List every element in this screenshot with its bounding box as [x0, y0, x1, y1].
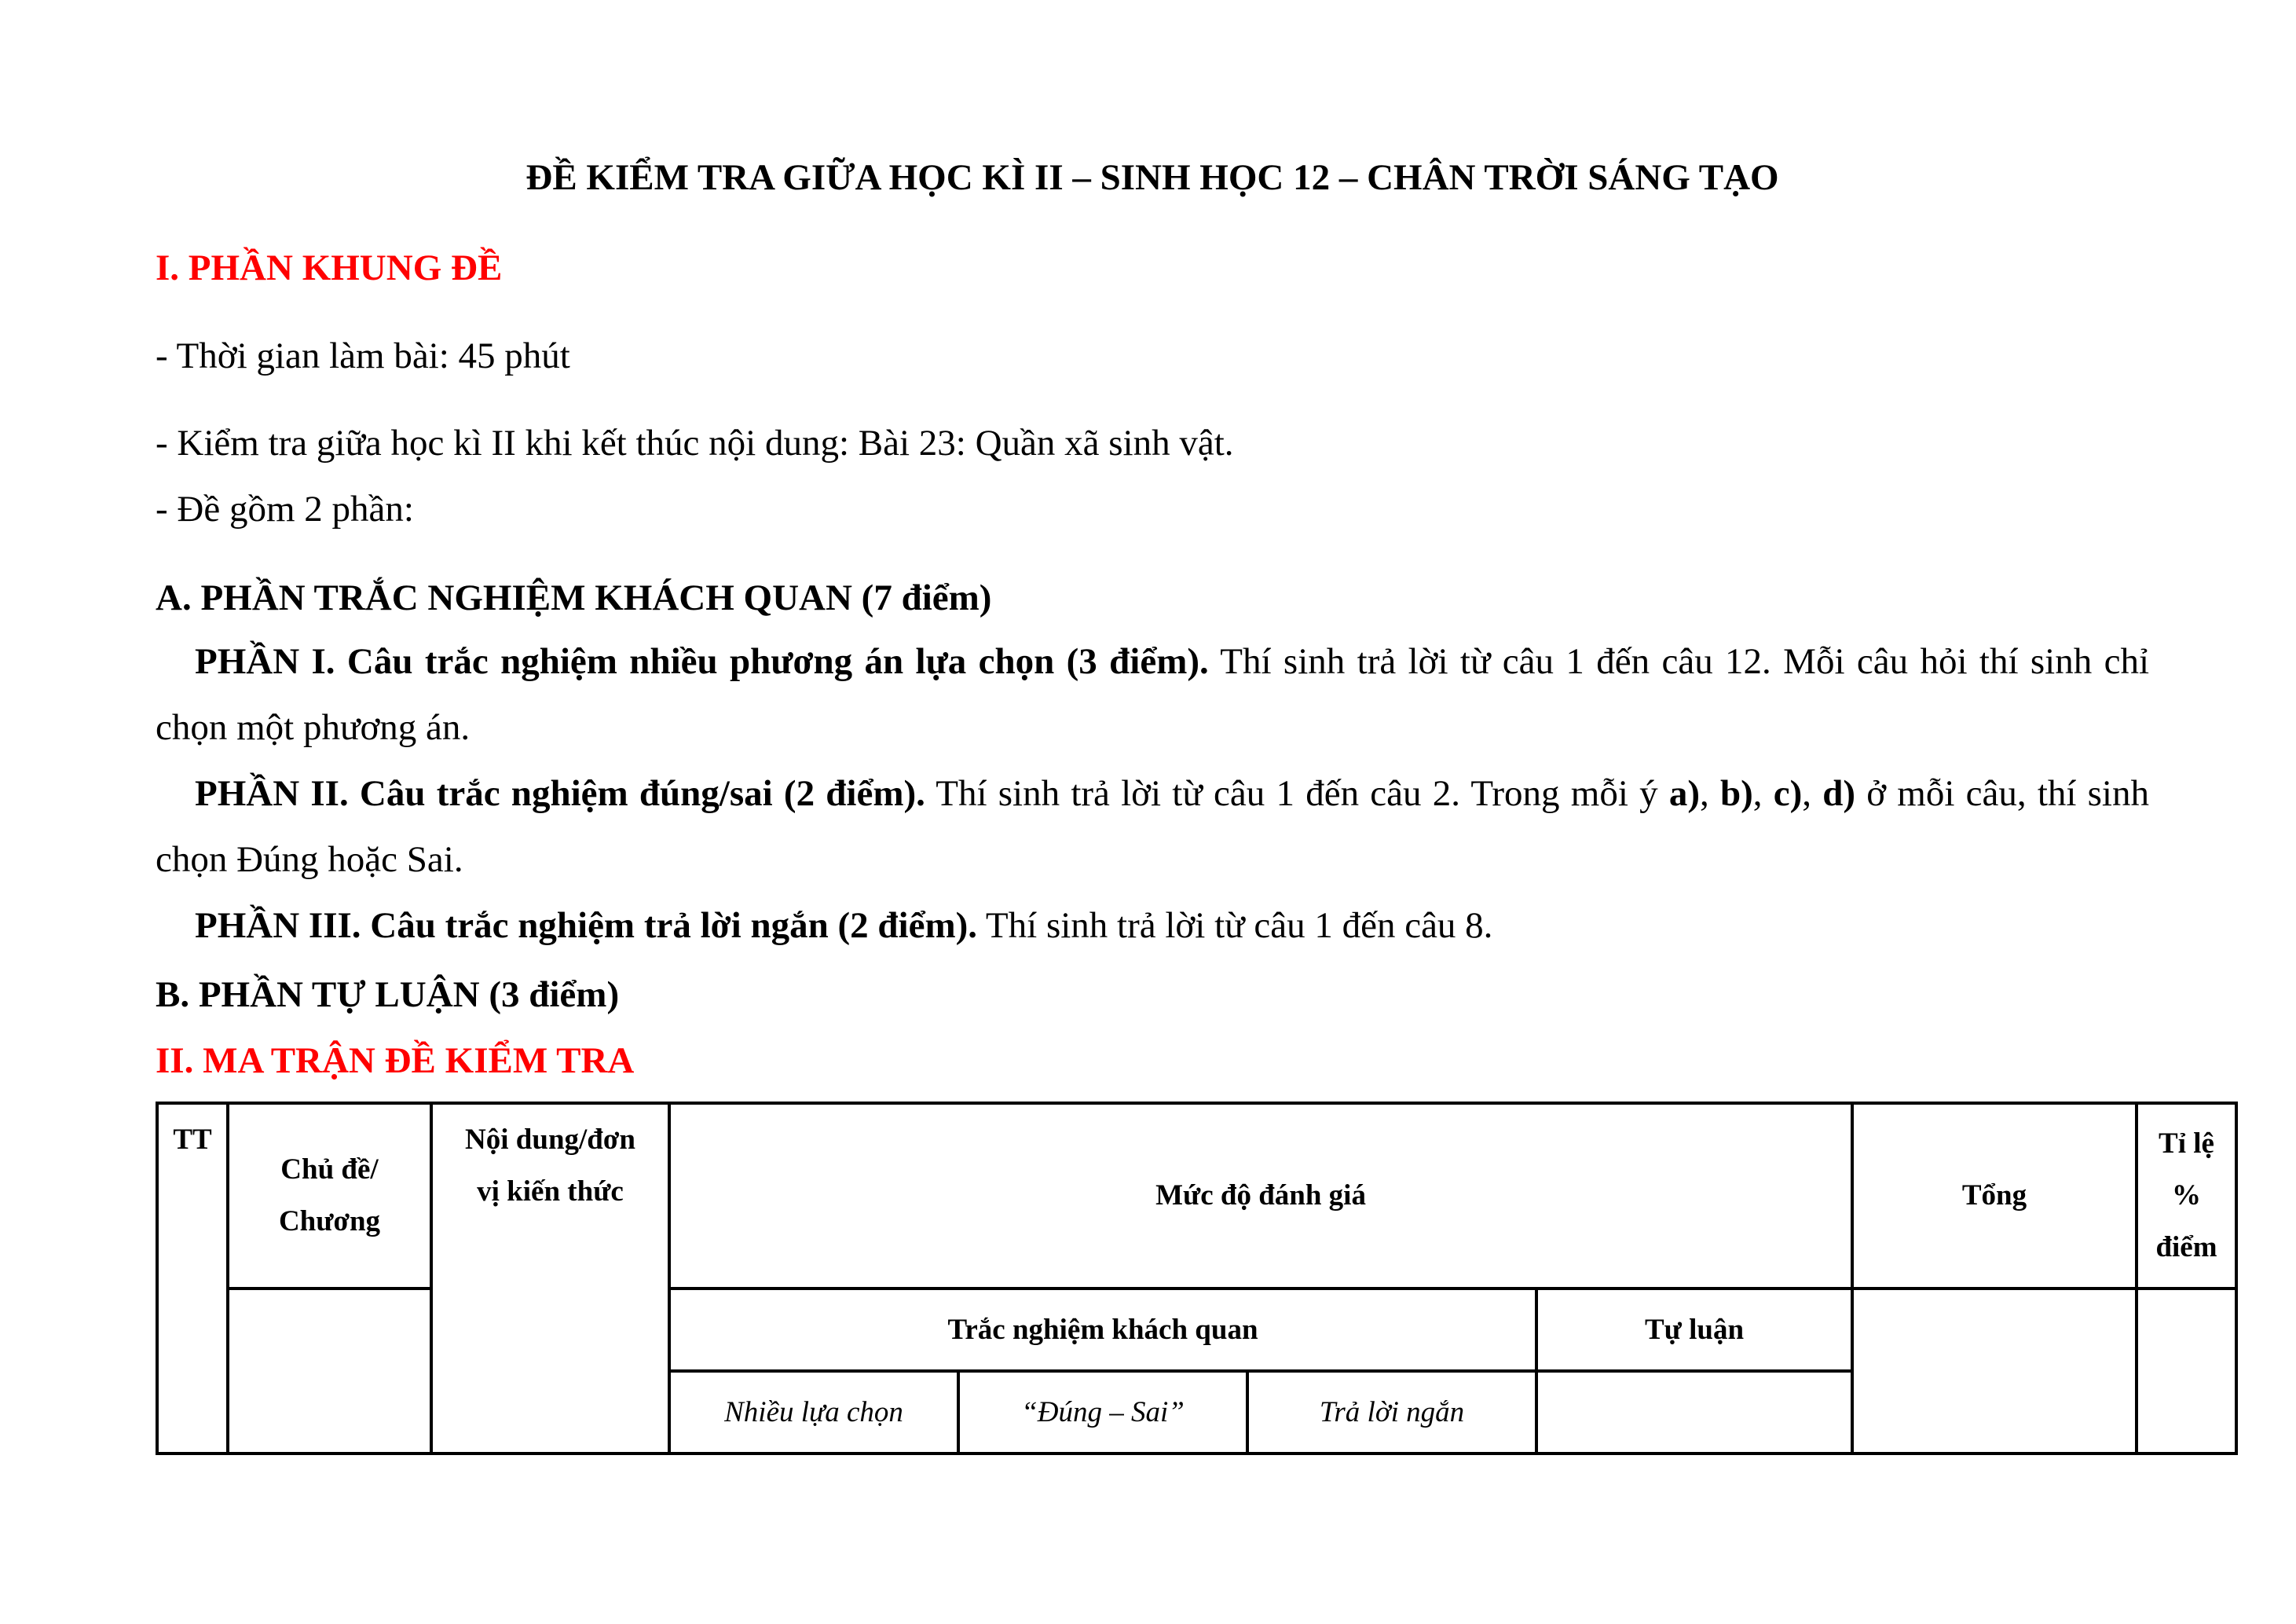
- header-muc-do: Mức độ đánh giá: [669, 1103, 1852, 1289]
- header-tong: Tổng: [1852, 1103, 2137, 1289]
- part-1-label: PHẦN I. Câu trắc nghiệm nhiều phương án lựa chọn (3 điểm).: [195, 641, 1209, 682]
- header-noi-dung-line2: vị kiến thức: [477, 1175, 624, 1208]
- part-1-text: Thí sinh trả lời từ câu 1 đến câu 12. Mỗi câu hỏi thí sinh chỉ chọn một phương án.: [156, 641, 2150, 748]
- header-tra-loi-ngan: Trả lời ngắn: [1247, 1371, 1536, 1454]
- header-noi-dung-line1: Nội dung/đơn: [465, 1124, 635, 1156]
- option-b: b): [1719, 773, 1753, 814]
- cell-tong-empty: [1852, 1289, 2137, 1454]
- header-dung-sai: “Đúng – Sai”: [958, 1371, 1247, 1454]
- part-3-text: Thí sinh trả lời từ câu 1 đến câu 8.: [977, 905, 1493, 946]
- header-ti-le-line3: điểm: [2155, 1231, 2217, 1263]
- option-d: d): [1822, 773, 1855, 814]
- part-b-heading: B. PHẦN TỰ LUẬN (3 điểm): [156, 974, 620, 1015]
- part-2-text-end: ở mỗi câu, thí sinh chọn Đúng hoặc Sai.: [156, 773, 2149, 880]
- header-noi-dung: [431, 1103, 669, 1454]
- header-tt: TT: [157, 1103, 228, 1454]
- part-3-label: PHẦN III. Câu trắc nghiệm trả lời ngắn (2 điểm).: [195, 905, 978, 946]
- cell-ti-le-empty: [2137, 1289, 2236, 1454]
- exam-parts-line: - Đề gồm 2 phần:: [156, 489, 414, 530]
- cell-chu-de-empty: [228, 1289, 431, 1454]
- exam-scope-line: - Kiểm tra giữa học kì II khi kết thúc nội dung: Bài 23: Quần xã sinh vật.: [156, 423, 1234, 464]
- header-chu-de: [228, 1103, 431, 1289]
- part-2-label: PHẦN II. Câu trắc nghiệm đúng/sai (2 điểm).: [195, 773, 925, 814]
- header-ti-le-line2: %: [2172, 1179, 2202, 1212]
- header-ti-le-line1: Tỉ lệ: [2159, 1127, 2214, 1160]
- part-2-text: Thí sinh trả lời từ câu 1 đến câu 2. Trong mỗi ý: [925, 773, 1669, 814]
- header-tnkq: Trắc nghiệm khách quan: [669, 1289, 1536, 1371]
- option-c: c): [1773, 773, 1803, 814]
- exam-time-line: - Thời gian làm bài: 45 phút: [156, 335, 570, 376]
- header-chu-de-line2: Chương: [278, 1205, 381, 1237]
- header-tu-luan: Tự luận: [1536, 1289, 1852, 1371]
- part-1-paragraph: [156, 629, 2149, 761]
- header-chu-de-line1: Chủ đề/: [280, 1153, 379, 1186]
- separator: ,: [1699, 773, 1720, 814]
- header-ti-le: [2137, 1103, 2236, 1289]
- separator: ,: [1802, 773, 1823, 814]
- document-title: ĐỀ KIỂM TRA GIỮA HỌC KÌ II – SINH HỌC 12 – CHÂN TRỜI SÁNG TẠO: [525, 157, 1779, 198]
- part-2-paragraph: [156, 761, 2149, 893]
- option-a: a): [1668, 773, 1700, 814]
- section-matrix-heading: II. MA TRẬN ĐỀ KIỂM TRA: [156, 1040, 635, 1081]
- assessment-matrix-table: [156, 1102, 2238, 1455]
- part-3-paragraph: [156, 893, 2149, 959]
- table-header-row-1: [157, 1103, 2236, 1289]
- part-a-heading: A. PHẦN TRẮC NGHIỆM KHÁCH QUAN (7 điểm): [156, 577, 992, 618]
- header-nhieu-lua-chon: Nhiều lựa chọn: [669, 1371, 958, 1454]
- separator: ,: [1752, 773, 1774, 814]
- cell-tu-luan-empty: [1536, 1371, 1852, 1454]
- section-framework-heading: I. PHẦN KHUNG ĐỀ: [156, 247, 503, 288]
